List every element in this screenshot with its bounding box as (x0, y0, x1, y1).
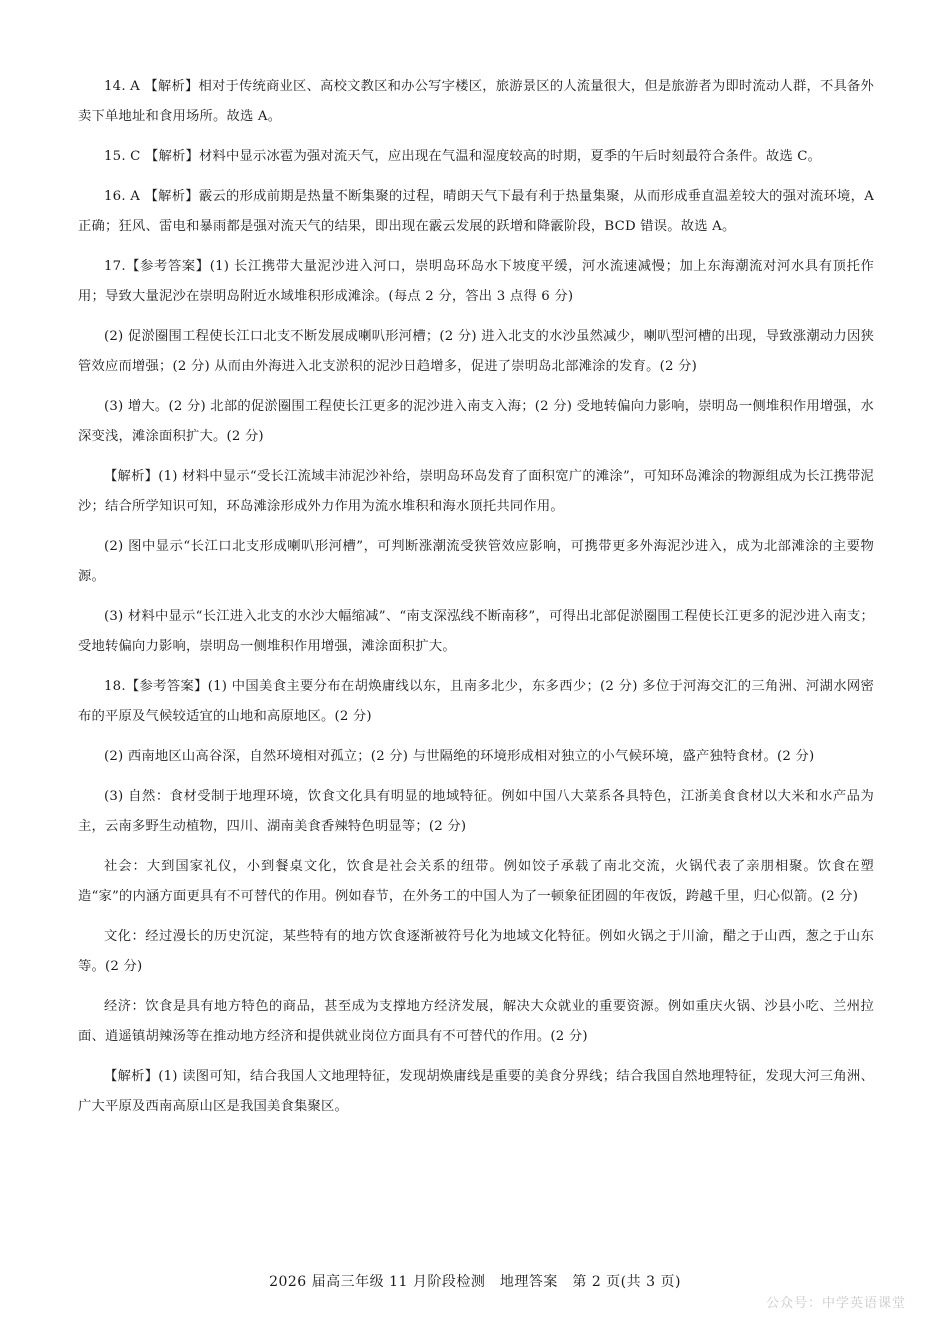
analysis-17-part3: (3) 材料中显示“长江进入北支的水沙大幅缩减”、“南支深泓线不断南移”，可得出北部促淤圈围工程使长江更多的泥沙进入南支；受地转偏向力影响，崇明岛一侧堆积作用增强，滩涂面积扩大。 (78, 609, 874, 654)
answer-18-part3-society: 社会：大到国家礼仪，小到餐桌文化，饮食是社会关系的纽带。例如饺子承载了南北交流，火锅代表了亲朋相聚。饮食在塑造“家”的内涵方面更具有不可替代的作用。例如春节，在外务工的中国人为了一顿象征团圆的年夜饭，跨越千里，归心似箭。(2 分) (78, 859, 874, 904)
answer-17-part1: 17.【参考答案】(1) 长江携带大量泥沙进入河口，崇明岛环岛水下坡度平缓，河水流速减慢；加上东海潮流对河水具有顶托作用；导致大量泥沙在崇明岛附近水域堆积形成滩涂。(每点 2 分，答出 3 点得 6 分) (78, 259, 874, 304)
answer-14: 14. A 【解析】相对于传统商业区、高校文教区和办公写字楼区，旅游景区的人流量很大，但是旅游者为即时流动人群，不具备外卖下单地址和食用场所。故选 A。 (78, 79, 874, 124)
page-footer: 2026 届高三年级 11 月阶段检测 地理答案 第 2 页(共 3 页) (269, 1274, 681, 1290)
analysis-18-part1: 【解析】(1) 读图可知，结合我国人文地理特征，发现胡焕庸线是重要的美食分界线；结合我国自然地理特征，发现大河三角洲、广大平原及西南高原山区是我国美食集聚区。 (78, 1069, 874, 1114)
answer-18-part3-culture: 文化：经过漫长的历史沉淀，某些特有的地方饮食逐渐被符号化为地域文化特征。例如火锅之于川渝，醋之于山西，葱之于山东等。(2 分) (78, 929, 874, 974)
answer-body (78, 72, 874, 1132)
watermark-text: 公众号：中学英语课堂 (765, 1296, 906, 1311)
answer-18-part3-nature: (3) 自然：食材受制于地理环境，饮食文化具有明显的地域特征。例如中国八大菜系各具特色，江浙美食食材以大米和水产品为主，云南多野生动植物，四川、湖南美食香辣特色明显等；(2 分) (78, 789, 874, 834)
analysis-17-part1: 【解析】(1) 材料中显示“受长江流域丰沛泥沙补给，崇明岛环岛发育了面积宽广的滩涂”，可知环岛滩涂的物源组成为长江携带泥沙；结合所学知识可知，环岛滩涂形成外力作用为流水堆积和海水顶托共同作用。 (78, 469, 874, 514)
answer-18-part3-economy: 经济：饮食是具有地方特色的商品，甚至成为支撑地方经济发展，解决大众就业的重要资源。例如重庆火锅、沙县小吃、兰州拉面、逍遥镇胡辣汤等在推动地方经济和提供就业岗位方面具有不可替代的作用。(2 分) (78, 999, 874, 1044)
answer-17-part3: (3) 增大。(2 分) 北部的促淤圈围工程使长江更多的泥沙进入南支入海；(2 分) 受地转偏向力影响，崇明岛一侧堆积作用增强，水深变浅，滩涂面积扩大。(2 分) (78, 399, 874, 444)
answer-16: 16. A 【解析】霰云的形成前期是热量不断集聚的过程，晴朗天气下最有利于热量集聚，从而形成垂直温差较大的强对流环境，A 正确；狂风、雷电和暴雨都是强对流天气的结果，即出现在霰云发展的跃增和降霰阶段，BCD 错误。故选 A。 (78, 189, 874, 234)
answer-18-part1: 18.【参考答案】(1) 中国美食主要分布在胡焕庸线以东，且南多北少，东多西少；(2 分) 多位于河海交汇的三角洲、河湖水网密布的平原及气候较适宜的山地和高原地区。(2 分) (78, 679, 874, 724)
answer-18-part2: (2) 西南地区山高谷深，自然环境相对孤立；(2 分) 与世隔绝的环境形成相对独立的小气候环境，盛产独特食材。(2 分) (104, 749, 815, 764)
analysis-17-part2: (2) 图中显示“长江口北支形成喇叭形河槽”，可判断涨潮流受狭管效应影响，可携带更多外海泥沙进入，成为北部滩涂的主要物源。 (78, 539, 874, 584)
answer-17-part2: (2) 促淤圈围工程使长江口北支不断发展成喇叭形河槽；(2 分) 进入北支的水沙虽然减少，喇叭型河槽的出现，导致涨潮动力因狭管效应而增强；(2 分) 从而由外海进入北支淤积的泥沙日趋增多，促进了崇明岛北部滩涂的发育。(2 分) (78, 329, 874, 374)
answer-15: 15. C 【解析】材料中显示冰雹为强对流天气，应出现在气温和湿度较高的时期，夏季的午后时刻最符合条件。故选 C。 (104, 149, 822, 164)
